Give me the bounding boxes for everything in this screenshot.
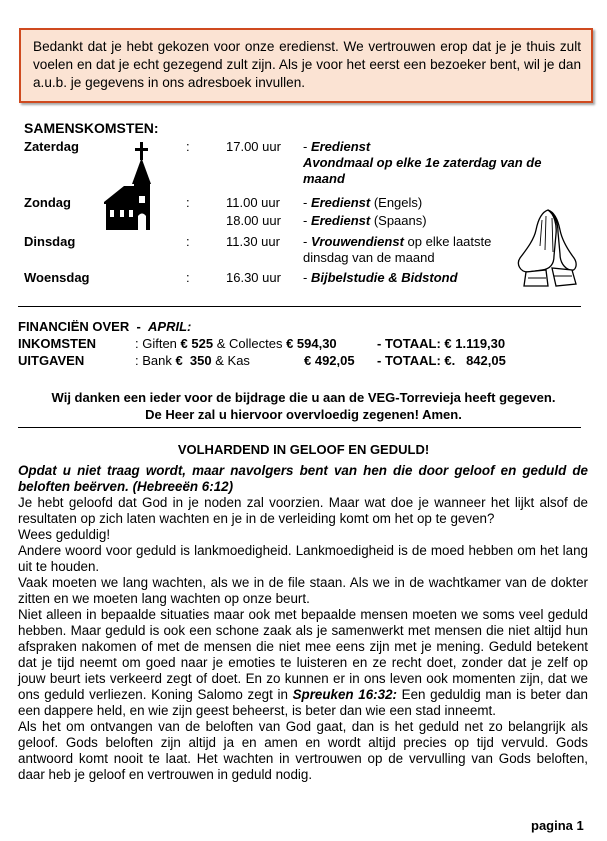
- article-paragraph: Vaak moeten we lang wachten, als we in de file staan. Als we in de wachtkamer van de dokter zitten en we moeten lang wachten op onze beurt.: [18, 575, 588, 606]
- article-paragraph: Wees geduldig!: [18, 527, 111, 542]
- day-label: Zondag: [24, 195, 71, 210]
- time-label: 17.00 uur: [226, 139, 281, 154]
- expense-kas: € 492,05: [304, 353, 355, 368]
- income-total: - TOTAAL: € 1.119,30: [377, 336, 506, 351]
- day-label: Zaterdag: [24, 139, 79, 154]
- expense-label: UITGAVEN: [18, 353, 85, 368]
- event-note: (Spaans): [370, 213, 427, 228]
- page-number: pagina 1: [531, 818, 584, 833]
- divider: [18, 427, 581, 428]
- event-name: Bijbelstudie & Bidstond: [310, 270, 458, 285]
- event-desc: - Eredienst (Engels): [303, 195, 423, 210]
- thanks-line-2: De Heer zal u hiervoor overvloedig zegenen! Amen.: [145, 407, 462, 422]
- event-name: Eredienst: [310, 195, 371, 210]
- divider: [18, 306, 581, 307]
- event-note: (Engels): [370, 195, 423, 210]
- event-name: Vrouwendienst: [310, 234, 404, 249]
- event-name: Eredienst: [310, 213, 371, 228]
- scripture-reference: Spreuken 16:32:: [292, 687, 397, 702]
- event-note: op elke laatste dinsdag van de maand: [303, 234, 492, 265]
- article-paragraph: Andere woord voor geduld is lankmoedigheid. Lankmoedigheid is de moed hebben om het lang uit te houden.: [18, 543, 588, 574]
- article-paragraph: Je hebt geloofd dat God in je noden zal voorzien. Maar wat doe je wanneer het lijkt alsof de resultaten op zich laten wachten en je in de verleiding komt om het op te geven?: [18, 495, 588, 526]
- praying-hands-icon: [512, 206, 582, 288]
- event-desc: - Eredienst (Spaans): [303, 213, 427, 228]
- event-name: Eredienst: [310, 139, 371, 154]
- welcome-text: Bedankt dat je hebt gekozen voor onze eredienst. We vertrouwen erop dat je je thuis zult voelen en dat je echt gezegend zult zijn. Als je voor het eerst een bezoeker bent, wil je dan a.u.b. je gegevens in ons adresboek invullen.: [33, 39, 581, 90]
- event-desc: - Bijbelstudie & Bidstond: [303, 270, 458, 285]
- schedule-title: SAMENSKOMSTEN:: [24, 120, 159, 136]
- expense-total: - TOTAAL: €. 842,05: [377, 353, 506, 368]
- colon: :: [186, 139, 190, 154]
- event-note: Avondmaal op elke 1e zaterdag van de maand: [303, 155, 542, 186]
- finance-title: FINANCIËN OVER - APRIL:: [18, 319, 192, 334]
- colon: :: [186, 234, 190, 249]
- colon: :: [186, 195, 190, 210]
- event-desc: - Eredienst Avondmaal op elke 1e zaterdag van de maand: [303, 139, 542, 186]
- expense-detail: : Bank € 350 & Kas: [135, 353, 250, 368]
- event-desc: - Vrouwendienst op elke laatste dinsdag van de maand: [303, 234, 492, 265]
- article-body: [18, 463, 588, 783]
- time-label: 11.00 uur: [226, 195, 280, 210]
- day-label: Dinsdag: [24, 234, 76, 249]
- thanks-line-1: Wij danken een ieder voor de bijdrage die u aan de VEG-Torrevieja heeft gegeven.: [51, 390, 556, 405]
- church-icon: [102, 140, 170, 232]
- time-label: 16.30 uur: [226, 270, 281, 285]
- article-title: VOLHARDEND IN GELOOF EN GEDULD!: [177, 442, 430, 457]
- article-intro: Opdat u niet traag wordt, maar navolgers bent van hen die door geloof en geduld de beloften beërven. (Hebreeën 6:12): [18, 463, 588, 494]
- welcome-box: [19, 28, 593, 103]
- time-label: 18.00 uur: [226, 213, 281, 228]
- day-label: Woensdag: [24, 270, 90, 285]
- income-detail: : Giften € 525 & Collectes € 594,30: [135, 336, 337, 351]
- colon: :: [186, 270, 190, 285]
- article-paragraph: Als het om ontvangen van de beloften van God gaat, dan is het geduld net zo belangrijk als geloof. Gods beloften zijn altijd ja en amen en wordt altijd precies op tijd vervuld. Gods antwoord komt nooit te laat. Het wachten in vertrouwen op de vervulling van Gods beloften, daar heb je geloof en vertrouwen in geduld nodig.: [18, 719, 588, 782]
- article-paragraph: Niet alleen in bepaalde situaties maar ook met bepaalde mensen moeten we soms veel geduld hebben. Maar geduld is ook een schone zaak als je samenwerkt met mensen die niet altijd hun afspraken nakomen of met de mensen die niet mee eens zijn met je mening. Geduld betekent dat je tijd neemt om goed naar je emoties te luisteren en ze recht doet, zonder dat je zelf op jouw beurt iets verkeerd zegt of doet. En zo kunnen er in ons leven ook momenten zijn, dat we ons geduld verliezen. Koning Salomo zegt in Spreuken 16:32: Een geduldig man is beter dan een dappere held, en wie zijn geest beheerst, is beter dan wie een stad inneemt.: [18, 607, 588, 718]
- income-label: INKOMSTEN: [18, 336, 96, 351]
- time-label: 11.30 uur: [226, 234, 280, 249]
